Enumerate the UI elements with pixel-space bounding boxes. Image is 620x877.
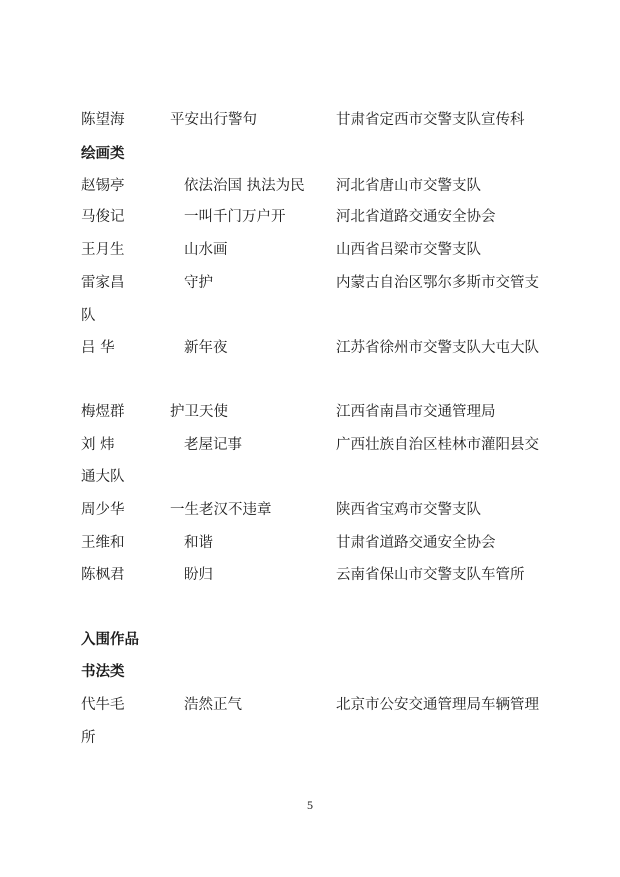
entry-title: 老屋记事 bbox=[184, 437, 242, 453]
entry-title: 盼归 bbox=[184, 567, 213, 583]
entry-name: 吕 华 bbox=[81, 340, 115, 356]
section-heading-painting: 绘画类 bbox=[81, 146, 125, 162]
entry-name: 陈望海 bbox=[81, 112, 125, 128]
entry-row bbox=[0, 433, 620, 457]
entry-org: 甘肃省定西市交警支队宣传科 bbox=[336, 112, 525, 128]
entry-title: 浩然正气 bbox=[184, 697, 242, 713]
entry-title: 和谐 bbox=[184, 535, 213, 551]
entry-row bbox=[0, 108, 620, 132]
entry-title: 新年夜 bbox=[184, 340, 228, 356]
entry-row bbox=[0, 563, 620, 587]
entry-org: 山西省吕梁市交警支队 bbox=[336, 242, 481, 258]
entry-title: 山水画 bbox=[184, 242, 228, 258]
entry-name: 马俊记 bbox=[81, 209, 125, 225]
entry-title: 护卫天使 bbox=[170, 404, 228, 420]
section-heading-calligraphy: 书法类 bbox=[81, 664, 125, 680]
section-heading-shortlist: 入围作品 bbox=[81, 632, 139, 648]
entry-title: 守护 bbox=[184, 275, 213, 291]
entry-name: 赵锡亭 bbox=[81, 178, 125, 194]
entry-name: 雷家昌 bbox=[81, 275, 125, 291]
entry-name: 王维和 bbox=[81, 535, 125, 551]
entry-org: 河北省道路交通安全协会 bbox=[336, 209, 496, 225]
entry-org: 北京市公安交通管理局车辆管理 bbox=[336, 697, 539, 713]
entry-row bbox=[0, 205, 620, 229]
entry-row bbox=[0, 531, 620, 555]
entry-org: 河北省唐山市交警支队 bbox=[336, 178, 481, 194]
entry-row bbox=[0, 238, 620, 262]
entry-row bbox=[0, 174, 620, 198]
entry-org-continuation: 队 bbox=[81, 308, 96, 324]
entry-title: 平安出行警句 bbox=[170, 112, 257, 128]
entry-name: 梅煜群 bbox=[81, 404, 125, 420]
entry-row bbox=[0, 400, 620, 424]
entry-org-continuation: 通大队 bbox=[81, 469, 125, 485]
entry-org: 甘肃省道路交通安全协会 bbox=[336, 535, 496, 551]
entry-row bbox=[0, 498, 620, 522]
entry-row bbox=[0, 336, 620, 360]
entry-title: 依法治国 执法为民 bbox=[184, 178, 305, 194]
entry-row bbox=[0, 693, 620, 717]
page-number: 5 bbox=[307, 798, 313, 812]
entry-name: 陈枫君 bbox=[81, 567, 125, 583]
entry-row bbox=[0, 271, 620, 295]
entry-org: 内蒙古自治区鄂尔多斯市交管支 bbox=[336, 275, 539, 291]
entry-name: 周少华 bbox=[81, 502, 125, 518]
entry-org: 江西省南昌市交通管理局 bbox=[336, 404, 496, 420]
entry-name: 代牛毛 bbox=[81, 697, 125, 713]
entry-org: 江苏省徐州市交警支队大屯大队 bbox=[336, 340, 539, 356]
entry-org: 云南省保山市交警支队车管所 bbox=[336, 567, 525, 583]
entry-org-continuation: 所 bbox=[81, 730, 96, 746]
entry-name: 刘 炜 bbox=[81, 437, 115, 453]
entry-title: 一叫千门万户开 bbox=[184, 209, 286, 225]
entry-name: 王月生 bbox=[81, 242, 125, 258]
entry-org: 广西壮族自治区桂林市灌阳县交 bbox=[336, 437, 539, 453]
entry-title: 一生老汉不违章 bbox=[170, 502, 272, 518]
entry-org: 陕西省宝鸡市交警支队 bbox=[336, 502, 481, 518]
